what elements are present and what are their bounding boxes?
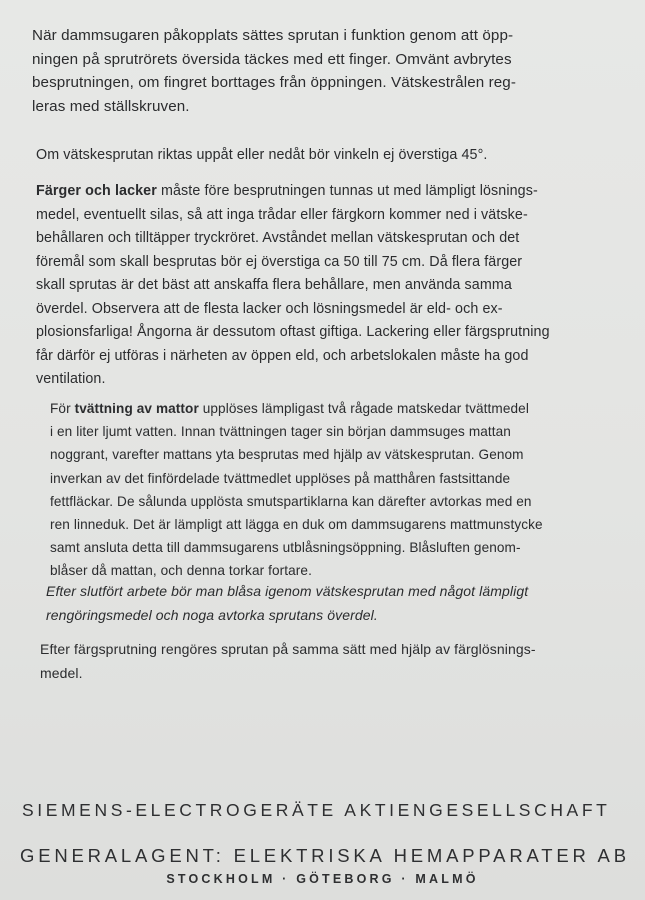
text-line: får därför ej utföras i närheten av öppen eld, och arbetslokalen måste ha god [36, 347, 529, 364]
text-segment: För [50, 401, 75, 416]
text-line: ventilation. [36, 371, 106, 387]
text-line: skall sprutas är det bäst att anskaffa flera behållare, men använda samma [36, 277, 512, 293]
paints-heading: Färger och lacker [36, 183, 157, 199]
text-line: noggrant, varefter mattans yta besprutas med hjälp av vätskesprutan. Genom [50, 447, 524, 463]
paragraph-spray-angle [36, 144, 576, 168]
city-list: STOCKHOLM · GÖTEBORG · MALMÖ [166, 872, 479, 886]
text-line: Efter färgsprutning rengöres sprutan på samma sätt med hjälp av färglösnings- [40, 641, 536, 657]
text-line: i en liter ljumt vatten. Innan tvättningen tager sin början dammsuges mattan [50, 424, 511, 440]
company-name: SIEMENS-ELECTROGERÄTE AKTIENGESELLSCHAFT [22, 800, 611, 820]
carpet-heading: tvättning av mattor [74, 401, 199, 416]
text-line: När dammsugaren påkopplats sättes sprutan i funktion genom att öpp- [32, 27, 514, 44]
paragraph-carpet-washing [50, 397, 595, 583]
text-line: överdel. Observera att de flesta lacker och lösningsmedel är eld- och ex- [36, 300, 503, 317]
text-line [36, 180, 596, 204]
text-line: samt ansluta detta till dammsugarens utblåsningsöppning. Blåsluften genom- [50, 540, 521, 556]
text-line: föremål som skall besprutas bör ej överstiga ca 50 till 75 cm. Då flera färger [36, 253, 523, 270]
text-line: besprutningen, om fingret borttages från öppningen. Vätskestrålen reg- [32, 74, 517, 91]
text-line: plosionsfarliga! Ångorna är dessutom oftast giftiga. Lackering eller färgsprutning [36, 324, 550, 340]
text-line: blåser då mattan, och denna torkar fortare. [50, 563, 312, 579]
text-line: ren linneduk. Det är lämpligt att lägga en duk om dammsugarens mattmunstycke [50, 517, 543, 533]
text-line: Efter slutfört arbete bör man blåsa igenom vätskesprutan med något lämpligt [46, 583, 529, 599]
text-line: leras med ställskruven. [32, 97, 190, 115]
text-line: rengöringsmedel och noga avtorka sprutans överdel. [46, 606, 378, 623]
paragraph-paints-lacquers [36, 180, 596, 392]
paragraph-after-paint-spraying [40, 638, 610, 685]
general-agent: GENERALAGENT: ELEKTRISKA HEMAPPARATER AB [20, 845, 630, 866]
text-line: inverkan av det finfördelade tvättmedlet upplöses på matthåren fastsittande [50, 470, 511, 486]
text-line [50, 397, 595, 420]
text-segment: måste före besprutningen tunnas ut med lämpligt lösnings- [156, 183, 538, 199]
text-line: ningen på sprutrörets översida täckes med ett finger. Omvänt avbrytes [32, 50, 512, 68]
paragraph-spray-operation [32, 24, 612, 118]
text-line: Om vätskesprutan riktas uppåt eller nedåt bör vinkeln ej överstiga 45°. [36, 147, 488, 163]
text-line: fettfläckar. De sålunda upplösta smutspartiklarna kan därefter avtorkas med en [50, 493, 532, 509]
paragraph-cleaning-after [46, 580, 586, 627]
text-segment: upplöses lämpligast två rågade matskedar tvättmedel [198, 401, 529, 416]
text-line: behållaren och tilltäpper tryckröret. Avståndet mellan vätskesprutan och det [36, 230, 520, 246]
text-line: medel, eventuellt silas, så att inga trådar eller färgkorn kommer ned i vätske- [36, 206, 528, 223]
text-line: medel. [40, 664, 83, 681]
